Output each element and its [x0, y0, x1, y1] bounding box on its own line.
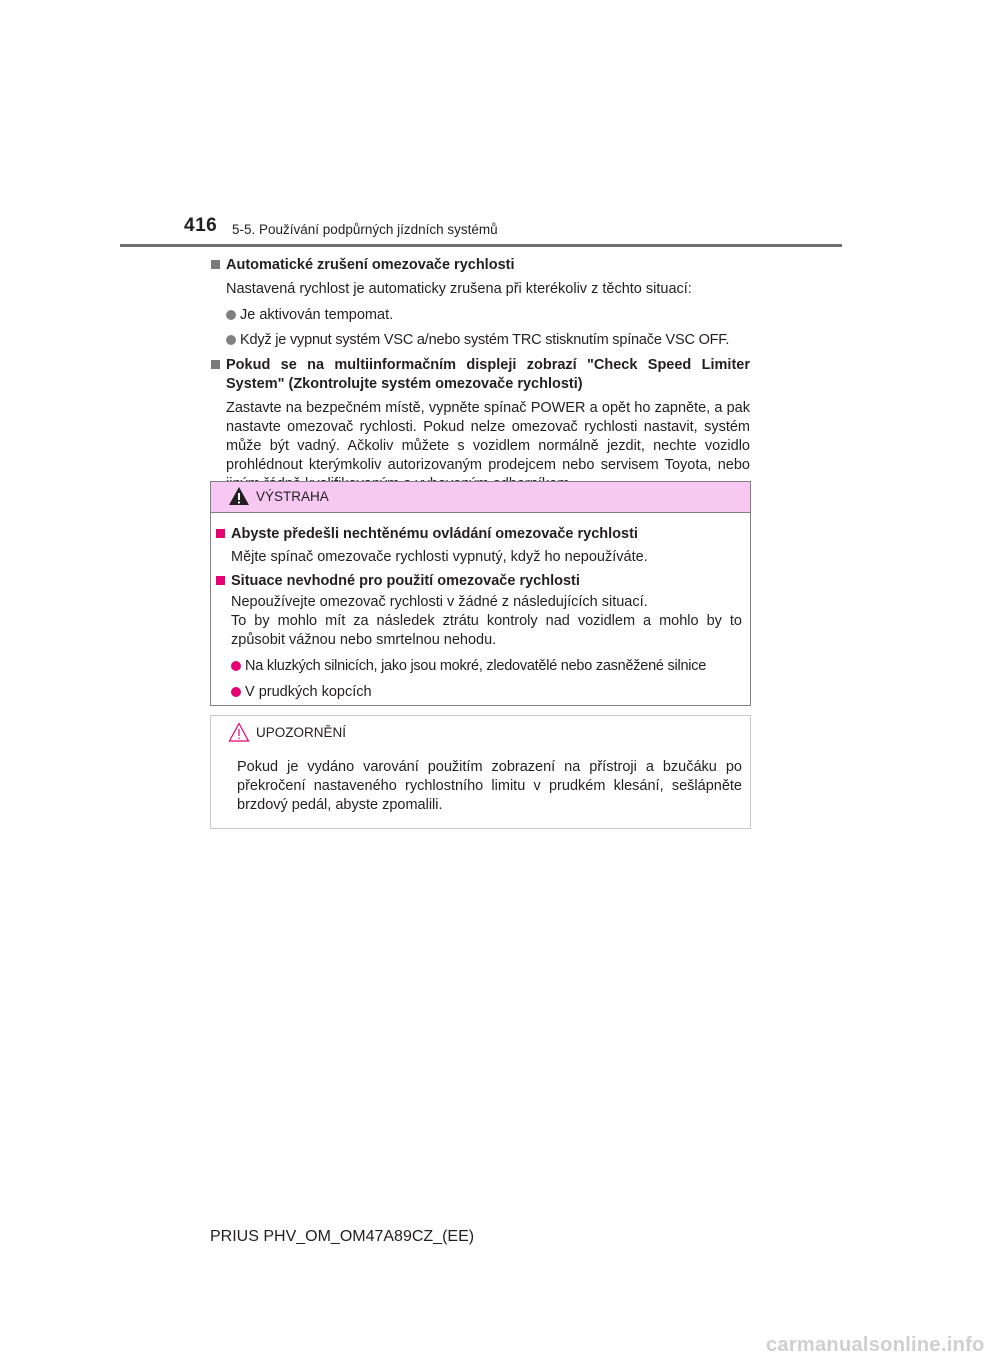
list-item-text: V prudkých kopcích [245, 684, 372, 700]
round-bullet-icon [226, 335, 236, 345]
list-item [210, 306, 750, 325]
section-title: 5-5. Používání podpůrných jízdních systémů [232, 222, 498, 237]
square-bullet-icon [211, 360, 220, 369]
warning-heading-text: Situace nevhodné pro použití omezovače rychlosti [231, 573, 580, 589]
caution-triangle-icon [228, 722, 250, 742]
caution-text: Pokud je vydáno varování použitím zobrazení na přístroji a bzučáku po překročení nastaveného rychlostního limitu v prudkém klesání, sešlápněte brzdový pedál, abyste zpomalili. [237, 759, 742, 813]
list-item [215, 657, 742, 676]
list-item-text: Na kluzkých silnicích, jako jsou mokré, zledovatělé nebo zasněžené silnice [245, 658, 707, 674]
caution-box [210, 715, 751, 829]
caution-box-title: UPOZORNĚNÍ [256, 725, 347, 740]
round-bullet-icon [231, 687, 241, 697]
list-item [215, 683, 742, 702]
warning-box-header [211, 482, 750, 513]
warning-box-body [211, 513, 750, 702]
list-item [210, 331, 750, 350]
section-text: Zastavte na bezpečném místě, vypněte spínač POWER a opět ho zapněte, a pak nastavte omezovač rychlosti. Pokud nelze omezovač rychlosti nastavit, systém může být vadný. Ačkoliv můžete s vozidlem normálně jezdit, nechte vozidlo prohlédnout kterýmkoliv autorizovaným prodejcem nebo servisem Toyota, nebo [226, 400, 750, 473]
round-bullet-icon [231, 661, 241, 671]
main-content [210, 256, 750, 494]
warning-triangle-icon [228, 486, 250, 506]
square-bullet-icon [211, 260, 220, 269]
warning-box [210, 481, 751, 706]
caution-box-body [211, 750, 750, 815]
section-heading-text: Automatické zrušení omezovače rychlosti [226, 257, 515, 273]
warning-heading [215, 572, 742, 591]
warning-heading-text: Abyste předešli nechtěnému ovládání omezovače rychlosti [231, 526, 638, 542]
caution-box-header [211, 716, 750, 750]
warning-text: Mějte spínač omezovače rychlosti vypnutý, když ho nepoužíváte. [231, 549, 648, 565]
watermark: carmanualsonline.info [766, 1334, 985, 1356]
section-heading-text: Pokud se na multiinformačním displeji zobrazí "Check Speed Limiter System" (Zkontrolujte systém omezovače rychlosti) [226, 357, 750, 392]
warning-box-title: VÝSTRAHA [256, 489, 329, 504]
section-heading [210, 356, 750, 394]
list-item-text: Je aktivován tempomat. [240, 307, 394, 323]
section-heading [210, 256, 750, 275]
round-bullet-icon [226, 310, 236, 320]
list-item-text: Když je vypnut systém VSC a/nebo systém TRC stisknutím spínače VSC OFF. [240, 332, 730, 348]
square-bullet-icon [216, 576, 225, 585]
header-divider [120, 244, 842, 247]
section-text: Nastavená rychlost je automaticky zrušena při kterékoliv z těchto situací: [226, 281, 692, 297]
document-code: PRIUS PHV_OM_OM47A89CZ_(EE) [210, 1228, 475, 1245]
warning-text: Nepoužívejte omezovač rychlosti v žádné z následujících situací. [231, 594, 648, 610]
page-number: 416 [184, 215, 218, 236]
warning-heading [215, 525, 742, 544]
warning-text: To by mohlo mít za následek ztrátu kontroly nad vozidlem a mohlo by to způsobit vážnou nebo smrtelnou nehodu. [231, 613, 742, 648]
square-bullet-icon [216, 529, 225, 538]
